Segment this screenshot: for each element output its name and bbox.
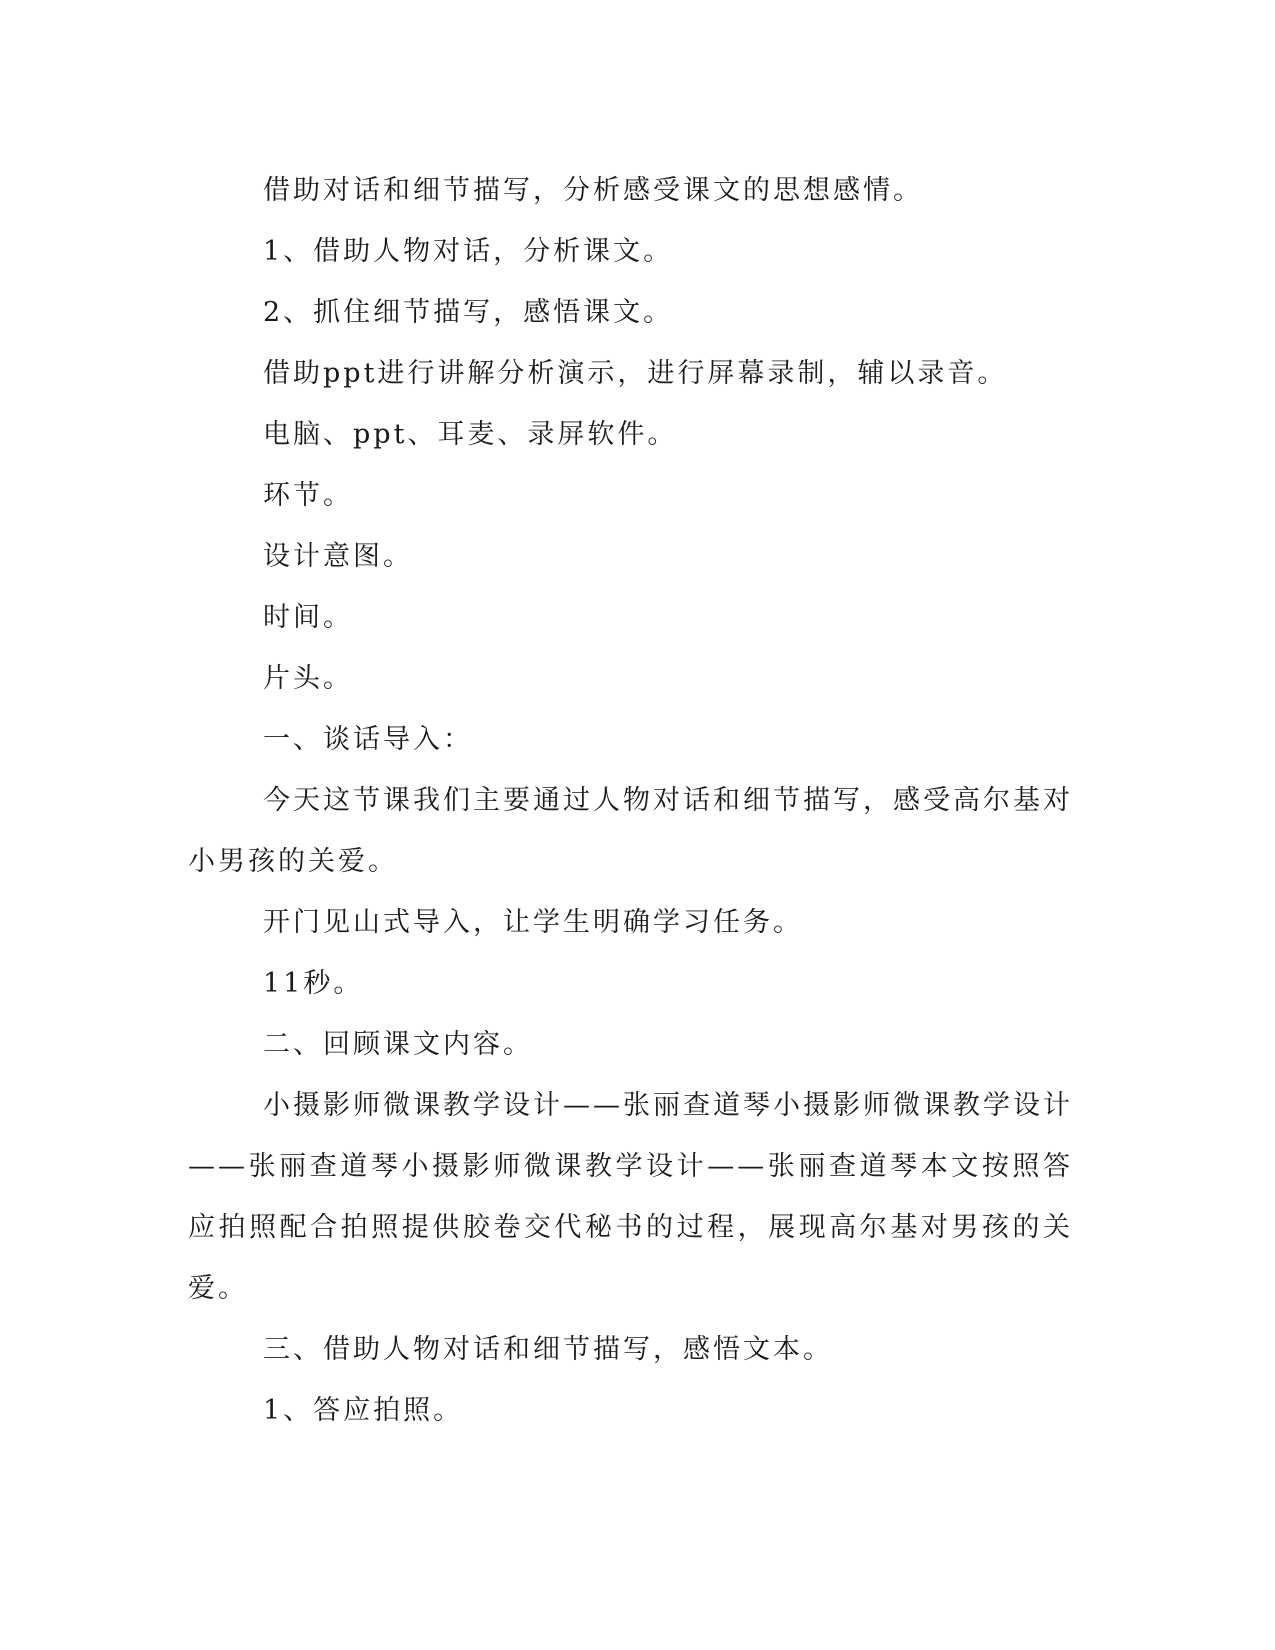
paragraph-section-3-heading: 三、借助人物对话和细节描写，感悟文本。 bbox=[263, 1334, 833, 1365]
paragraph-intro-intent: 开门见山式导入，让学生明确学习任务。 bbox=[263, 907, 803, 938]
paragraph-section-2-heading: 二、回顾课文内容。 bbox=[263, 1029, 533, 1060]
paragraph-stage-label: 环节。 bbox=[263, 480, 353, 511]
paragraph-intro-text: 今天这节课我们主要通过人物对话和细节描写，感受高尔基对小男孩的关爱。 bbox=[188, 785, 1073, 877]
paragraph-intro-time: 11秒。 bbox=[263, 968, 364, 999]
paragraph-goal: 借助对话和细节描写，分析感受课文的思想感情。 bbox=[263, 175, 923, 206]
paragraph-step-2: 2、抓住细节描写，感悟课文。 bbox=[263, 297, 674, 328]
paragraph-step-1: 1、借助人物对话，分析课文。 bbox=[263, 236, 674, 267]
paragraph-opening: 片头。 bbox=[263, 663, 353, 694]
paragraph-section-3-item-1: 1、答应拍照。 bbox=[263, 1395, 464, 1426]
document-body bbox=[188, 160, 1073, 1441]
paragraph-review-text: 小摄影师微课教学设计——张丽查道琴小摄影师微课教学设计——张丽查道琴小摄影师微课教学设计——张丽查道琴本文按照答应拍照配合拍照提供胶卷交代秘书的过程，展现高尔基对男孩的关爱。 bbox=[188, 1090, 1073, 1304]
paragraph-time-label: 时间。 bbox=[263, 602, 353, 633]
paragraph-intent-label: 设计意图。 bbox=[263, 541, 413, 572]
paragraph-section-1-heading: 一、谈话导入： bbox=[263, 724, 473, 755]
paragraph-method: 借助ppt进行讲解分析演示，进行屏幕录制，辅以录音。 bbox=[263, 358, 1008, 389]
paragraph-tools: 电脑、ppt、耳麦、录屏软件。 bbox=[263, 419, 678, 450]
